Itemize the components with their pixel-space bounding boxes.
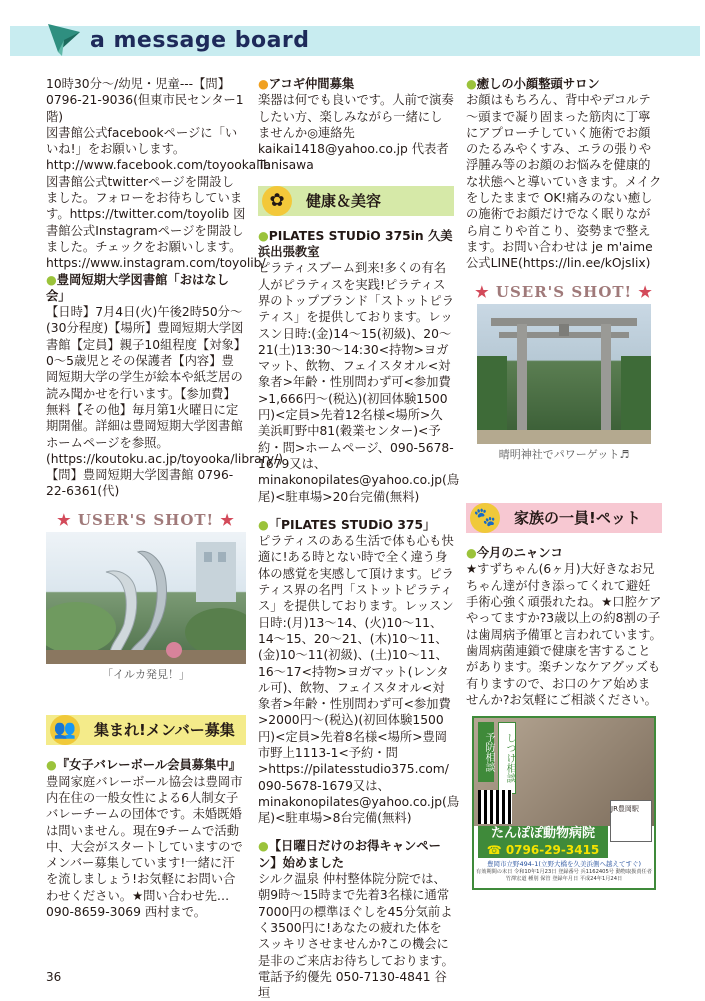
ohanashi-body: 【日時】7月4日(火)午後2時50分～(30分程度)【場所】豊岡短期大学図書館【定員】親子10組程度【対象】0～5歳児とその保護者【内容】豊岡短期大学の学生が絵本や紙芝居の読み聞かせを行います。【参加費】無料【その他】毎月第1火曜日に定期開催。詳細は豊岡短期大学図書館ホームページを参照。(https://koutoku.ac.jp/toyooka/library/)【問】豊岡短期大学図書館 0796-22-6361(代): [46, 305, 283, 499]
pilates-kumihama-item: [258, 228, 460, 505]
photo-caption: 「イルカ発見！」: [102, 668, 190, 682]
paper-plane-icon: [46, 18, 82, 58]
tanpopo-vet-ad: [472, 716, 656, 890]
pilates-studio-body: ピラティスのある生活で体も心も快適に!ある時とない時で全く違う身体の感覚を実感して頂けます。ピラティス界の名門「ストットピラティス」を提供しております。レッスン日時:(月)13～14、(火)10～11、14～15、20～21、(木)10～11、(金)10～11(初級)、(土)10～11、16～17<持物>ヨガマット(レンタル可)、飲物、フェイスタオル<対象者>年齢・性別問わず可<参加費>2000円～(税込)(初回体験1500円)<定員>先着8名様<場所>豊岡市野上1113-1<予約・問>https://pilatesstudio375.com/ 090-5678-1679又は、minakonopilates@yahoo.co.jp(鳥尾)<駐車場>8台完備(無料): [258, 534, 460, 826]
acogi-body: 楽器は何でも良いです。人前で演奏したい方、楽しみながら一緒にしませんか◎連絡先 kaikai1418@yahoo.co.jp 代表者 Tanisawa: [258, 93, 454, 173]
onsen-title: ●【日曜日だけのお得キャンペーン】始めました: [258, 839, 441, 870]
users-shot-1: [46, 512, 246, 684]
pilates-kumihama-title: ●PILATES STUDiO 375in 久美浜出張教室: [258, 228, 453, 260]
salon-item: [466, 76, 662, 272]
page-number: 36: [46, 970, 62, 984]
section-header-pets: 🐾 家族の一員!ペット: [466, 503, 662, 533]
map-label: JR豊岡駅: [611, 805, 639, 814]
ohanashi-title: ●豊岡短期大学図書館「おはなし会」: [46, 272, 229, 303]
users-shot-title: ★ USER'S SHOT! ★: [57, 510, 235, 529]
section-header-members: 👥 集まれ!メンバー募集: [46, 715, 246, 745]
clinic-address: 豊岡市立野494-1(立野大橋を久美浜側へ越えてすぐ): [487, 860, 641, 869]
nyanko-item: [466, 545, 662, 708]
clinic-name: たんぽぽ動物病院: [478, 826, 608, 842]
library-hours-text: 10時30分～/幼児・児童---【問】0796-21-9036(但東市民センター1階): [46, 77, 244, 124]
photo-caption: 晴明神社でパワーゲット♬: [498, 447, 630, 461]
volleyball-body: 豊岡家庭バレーボール協会は豊岡市内在住の一般女性による6人制女子バレーチームの団体です。未婚既婚は問いません。現在9チームで活動中、大会がスタートしていますのでメンバー募集しています!一緒に汗を流しましょう!お気軽にお問い合わせください。★問い合わせ先…090-8659-3069 西村まで。: [46, 774, 243, 919]
clinic-license: 有効期間の末日 令和10年1月23日 登録番号 兵1162405号 動物取扱責任者 竹澤宏道 種別 保管 登録年月日 平成24年1月24日: [476, 869, 652, 882]
page-header: [10, 18, 700, 64]
qr-code: [478, 790, 512, 824]
acogi-item: [258, 76, 454, 174]
section-header-health: ✿ 健康＆美容: [258, 186, 454, 216]
users-shot-title: ★ USER'S SHOT! ★: [475, 282, 653, 301]
column-2: [258, 76, 460, 1001]
salon-title: ●癒しの小顔整頭サロン: [466, 77, 600, 91]
acogi-title: ●アコギ仲間募集: [258, 77, 355, 91]
users-shot-2: [466, 284, 662, 464]
access-map: [610, 800, 652, 842]
column-1: [46, 76, 283, 920]
volleyball-item: [46, 757, 246, 920]
volleyball-title: ●『女子バレーボール会員募集中』: [46, 758, 241, 773]
library-social-text: 図書館公式facebookページに「いいね!」をお願いします。http://www.facebook.com/toyookalib 図書館公式twitterページを開設しました。フォローをお待ちしています。https://twitter.com/toyolib 図書館公式Instagramページを開設しました。チェックをお願いします。https://www.instagram.com/toyolib/: [46, 125, 271, 271]
ad-tag-prevention: 予防相談: [478, 722, 494, 782]
paw-icon: 🐾: [470, 503, 500, 533]
shrine-torii-photo: [477, 304, 651, 444]
ohanashi-item: [46, 272, 283, 500]
salon-body: お顔はもちろん、背中やデコルテ～頭まで凝り固まった筋肉に丁寧にアプローチしていく施術でお顔のたるみやくすみ、エラの張りや浮腫み等のお顔のお悩みを健康的な状態へと導いていきます。メイクをしたままで OK!痛みのない癒しの施術でお顔だけでなく眠りながら肩こりや首こり、姿勢まで整えます。お問い合わせは je m'aime 公式LINE(https://lin.ee/kOjsIix): [466, 93, 662, 271]
flower-icon: ✿: [262, 186, 292, 216]
ad-tag-training: しつけ相談: [498, 722, 516, 794]
pilates-studio-title: ●「PILATES STUDiO 375」: [258, 517, 436, 532]
dolphin-sculpture-photo: [46, 532, 246, 664]
people-icon: 👥: [50, 715, 80, 745]
nyanko-title: ●今月のニャンコ: [466, 546, 563, 561]
onsen-item: [258, 838, 454, 1001]
pilates-studio-item: [258, 517, 460, 827]
column-3: [466, 76, 662, 890]
pilates-kumihama-body: ピラティスブーム到来!多くの有名人がピラティスを実践!ピラティス界のトップブランド「ストットピラティス」を提供しております。レッスン日時:(金)14～15(初級)、20～21(土)13:30～14:30<持物>ヨガマット、飲物、フェイスタオル<対象者>年齢・性別問わず可<参加費>1,666円～(税込)(初回体験1500円)<定員>先着12名様<場所>久美浜町野中81(穀業センター)<予約・問>ホームページ、090-5678-1679又は、minakonopilates@yahoo.co.jp(鳥尾)<駐車場>20台完備(無料): [258, 261, 460, 504]
onsen-body: シルク温泉 仲村整体院分院では、朝9時～15時まで先着3名様に通常7000円の標準ほぐしを45分気前よく3500円に!あなたの疲れた体をスッキリさせませんか?この機会に是非のご来店お待ちしております。電話予約優先 050-7130-4841 谷垣: [258, 872, 454, 1001]
nyanko-body: ★すずちゃん(6ヶ月)大好きなお兄ちゃん達が付き添ってくれて避妊手術心強く頑張れたね。★口腔ケアやってますか?3歳以上の約8割の子は歯周病予備軍と言われています。歯周病菌連鎖で健康を害することがあります。楽チンなケアグッズも有りますので、お口のケア始めませんか?お気軽にご相談ください。: [466, 562, 662, 707]
page-title: a message board: [90, 28, 310, 53]
clinic-phone: ☎ 0796-29-3415: [478, 842, 608, 858]
